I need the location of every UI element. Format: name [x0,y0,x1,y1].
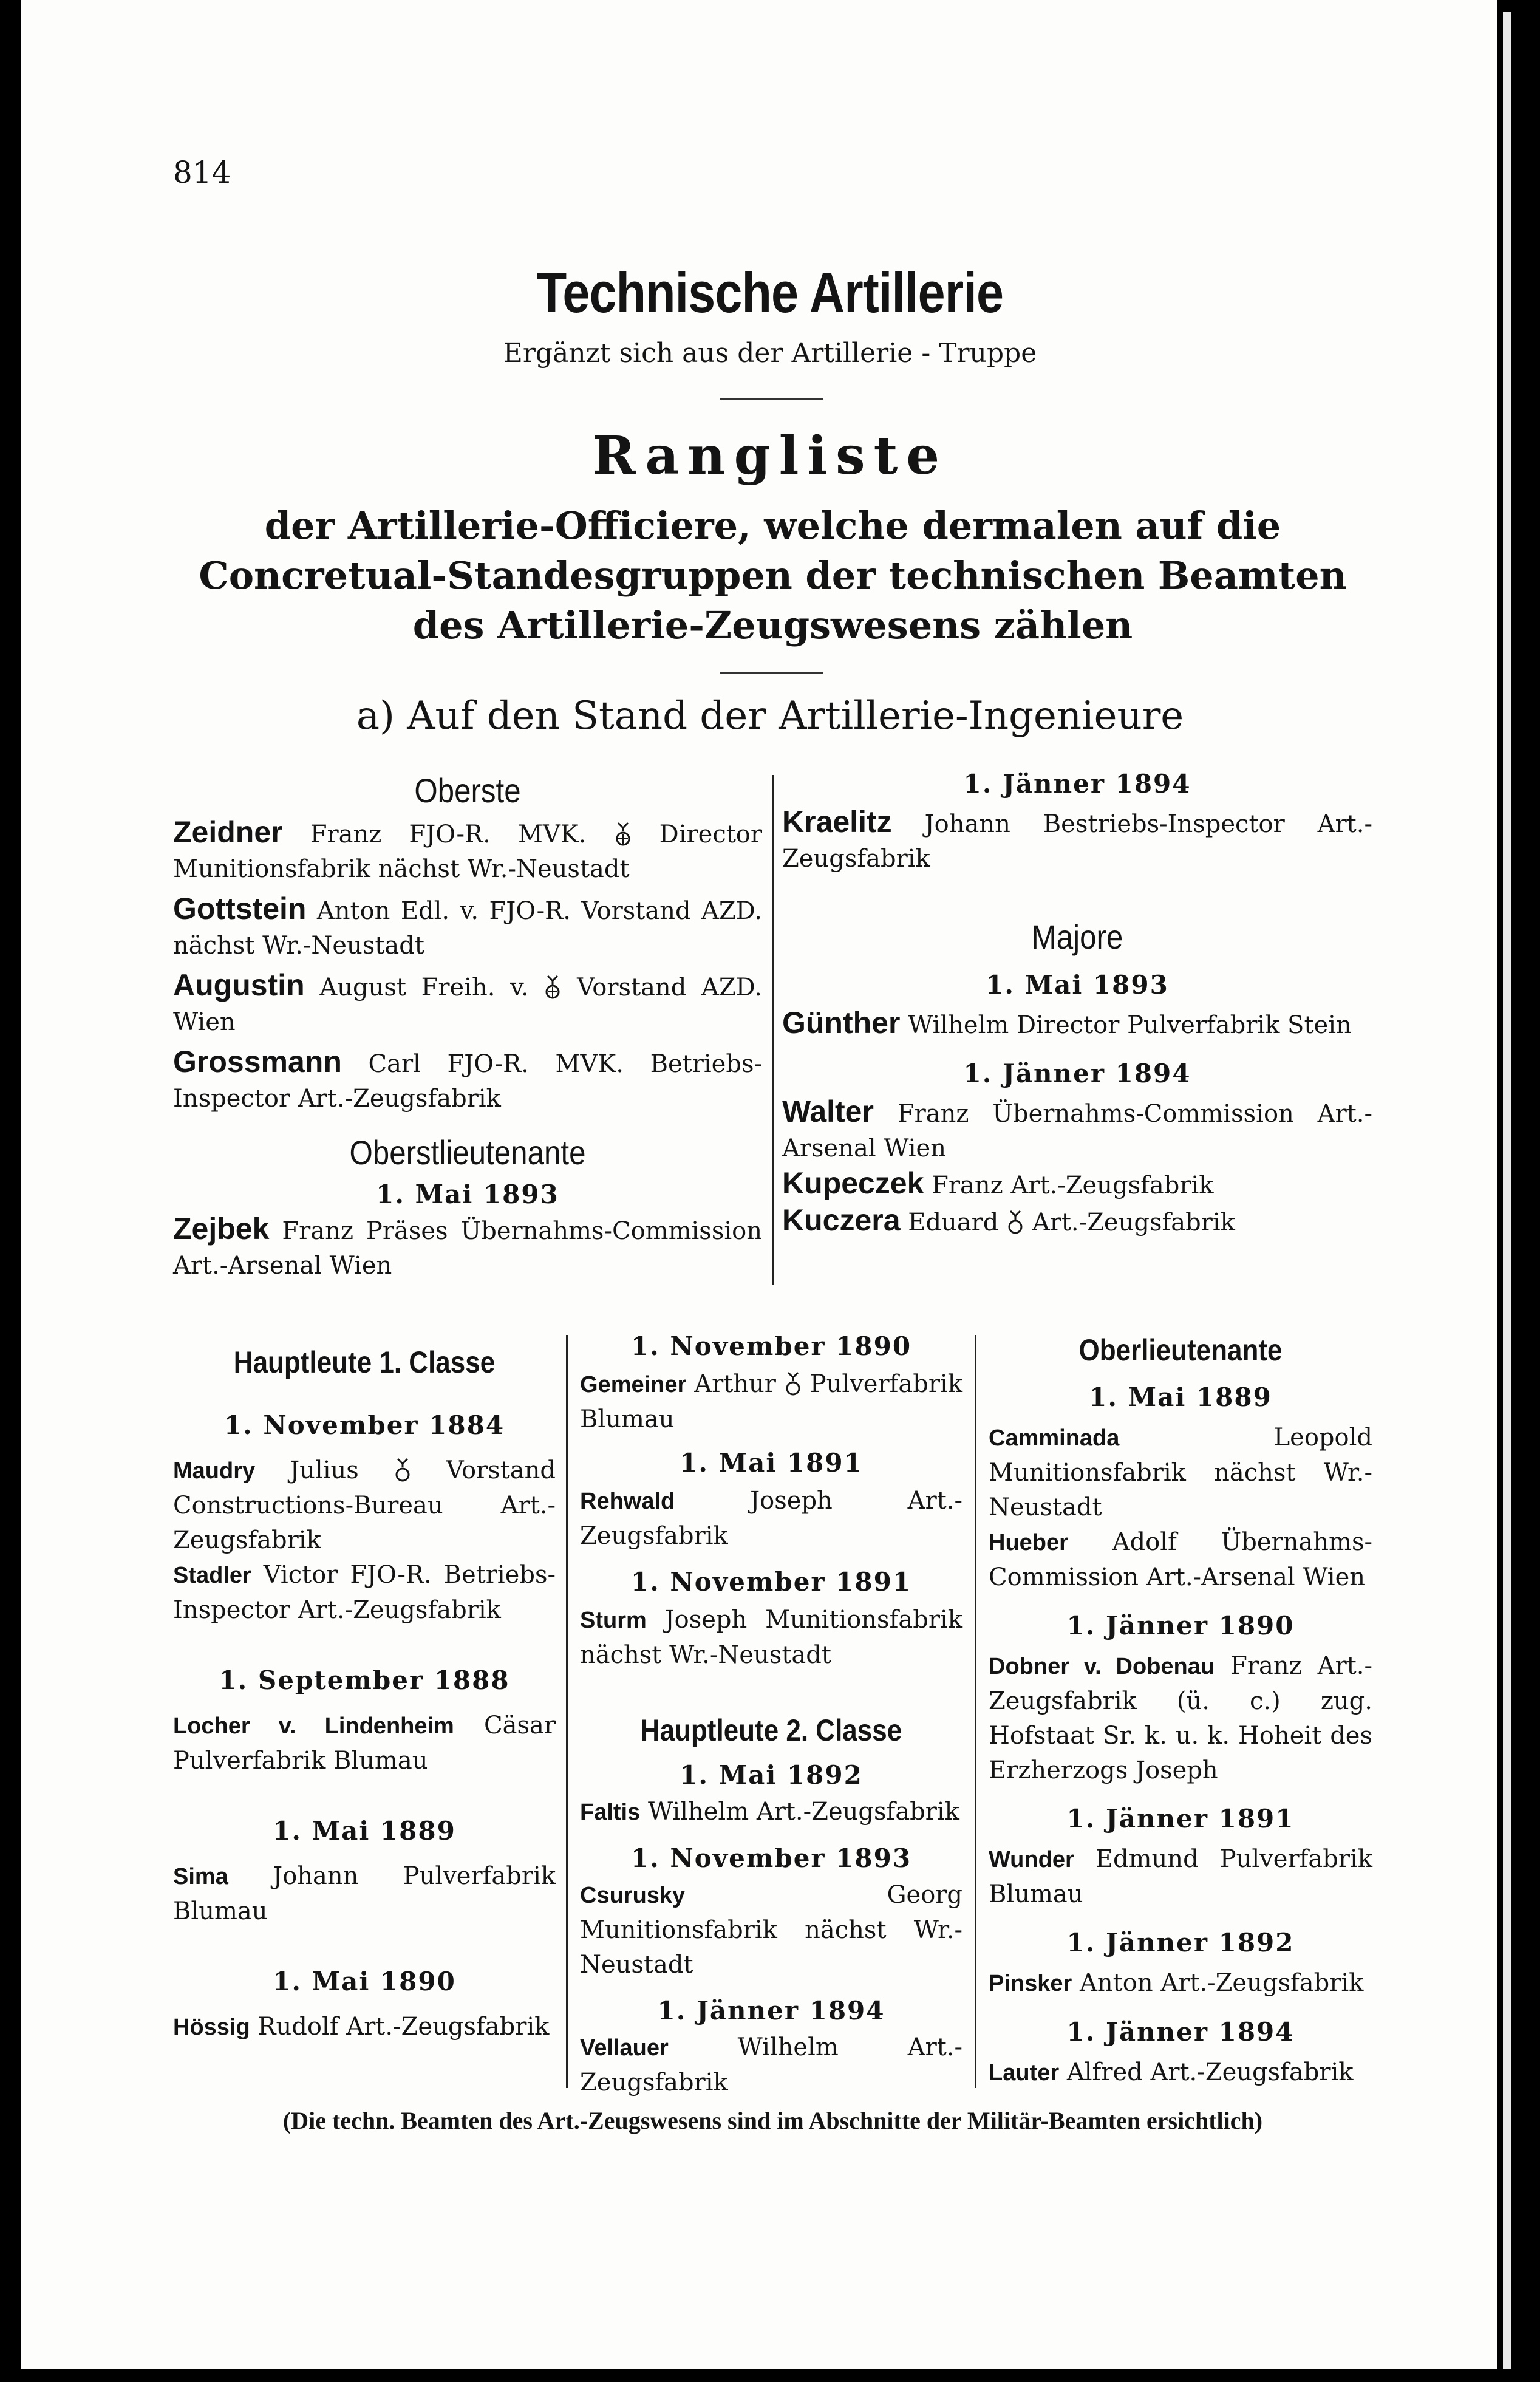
page-subtitle: Ergänzt sich aus der Artillerie - Truppe [503,338,1037,369]
officer-name: Sturm [580,1608,647,1633]
roster-entry [173,1453,556,1558]
seniority-date: 1. Jänner 1894 [1066,2017,1295,2047]
roster-entry [580,1878,962,1982]
officer-name: Vellauer [580,2035,669,2061]
officer-name: Zejbek [173,1212,270,1246]
entry-text: Wilhelm Art.-Zeugsfabrik [580,2033,962,2097]
order-cross-icon [1006,1209,1024,1235]
entry-text: Franz FJO-R. MVK. [310,821,587,848]
roster-entry [580,1795,962,1830]
entry-text: Cäsar Pulverfabrik Blumau [173,1711,556,1775]
seniority-date: 1. September 1888 [219,1665,510,1695]
entry-text: Wilhelm Art.-Zeugsfabrik [647,1798,959,1826]
entry-text: Franz Art.-Zeugsfabrik (ü. c.) zug. Hofstaat Sr. k. u. k. Hoheit des Erzherzogs Joseph [989,1652,1372,1784]
roster-entry [173,2010,556,2045]
roster-entry [173,1708,556,1778]
seniority-date: 1. Mai 1889 [273,1816,456,1846]
seniority-date: 1. Jänner 1894 [963,769,1191,799]
entry-text: Anton Edl. v. FJO-R. Vorstand AZD. nächst Wr.-Neustadt [173,897,763,960]
entry-text: Wilhelm Director Pulverfabrik Stein [908,1011,1352,1039]
entry-text: Rudolf Art.-Zeugsfabrik [257,2013,550,2041]
officer-name: Maudry [173,1458,256,1484]
entry-text: Pulverfabrik Blumau [580,1370,962,1433]
officer-name: Stadler [173,1563,251,1588]
seniority-date: 1. Mai 1889 [1089,1382,1272,1412]
officer-name: Kuczera [782,1203,901,1237]
entry-text: Johann Pulverfabrik Blumau [173,1862,556,1925]
divider [720,398,823,400]
roster-entry [580,2030,962,2100]
divider [720,672,823,674]
rank-heading: Hauptleute 1. Classe [233,1345,496,1379]
roster-entry [989,1525,1372,1595]
seniority-date: 1. Mai 1890 [273,1967,456,1996]
roster-entry [782,1203,1372,1240]
officer-name: Kupeczek [782,1166,924,1200]
officer-name: Lauter [989,2060,1060,2086]
seniority-date: 1. Jänner 1891 [1066,1804,1295,1834]
seniority-date: 1. November 1893 [630,1843,912,1873]
officer-name: Hössig [173,2015,250,2040]
roster-entry [580,1367,962,1437]
roster-entry [989,1966,1372,2001]
officer-name: Günther [782,1006,901,1040]
officer-name: Walter [782,1094,874,1128]
roster-entry [173,815,762,887]
officer-name: Csurusky [580,1883,686,1908]
roster-entry [173,1045,762,1116]
officer-name: Gemeiner [580,1372,687,1397]
officer-name: Augustin [173,968,305,1002]
seniority-date: 1. Mai 1893 [376,1179,559,1209]
entry-text: Leopold Munitionsfabrik nächst Wr.-Neustadt [989,1424,1372,1521]
roster-entry [580,1484,962,1554]
officer-name: Kraelitz [782,805,892,839]
column-hauptleute-1 [173,1329,556,2045]
entry-text: Johann Bestriebs-Inspector Art.-Zeugsfabrik [782,810,1372,873]
column-oberste [173,766,762,1283]
roster-entry [782,1166,1372,1203]
roster-entry [989,2055,1372,2090]
officer-name: Dobner v. Dobenau [989,1654,1215,1679]
section-heading: a) Auf den Stand der Artillerie-Ingenieure [356,694,1184,739]
roster-entry [782,805,1372,876]
officer-name: Hueber [989,1530,1068,1555]
officer-name: Pinsker [989,1971,1072,1996]
order-cross-icon [614,821,632,847]
order-cross-icon [543,974,562,1000]
entry-text: Adolf Übernahms-Commission Art.-Arsenal Wien [989,1528,1373,1591]
entry-text: Franz Art.-Zeugsfabrik [932,1172,1214,1200]
seniority-date: 1. Jänner 1894 [657,1996,885,2025]
entry-text: Georg Munitionsfabrik nächst Wr.-Neustadt [580,1881,962,1979]
column-divider [975,1335,976,2088]
roster-entry [989,1649,1372,1788]
roster-entry [173,968,762,1040]
rank-heading: Oberste [414,771,521,810]
officer-name: Wunder [989,1847,1074,1872]
seniority-date: 1. November 1884 [223,1410,505,1440]
rank-heading: Hauptleute 2. Classe [640,1713,902,1747]
entry-text: Edmund Pulverfabrik Blumau [989,1845,1372,1908]
roster-entry [782,1094,1372,1166]
roster-entry [173,1859,556,1929]
officer-name: Gottstein [173,892,307,926]
footnote: (Die techn. Beamten des Art.-Zeugswesens sind im Abschnitte der Militär-Beamten ersichtlich) [282,2107,1263,2134]
entry-text: Julius [290,1456,359,1484]
entry-text: Joseph Art.-Zeugsfabrik [580,1487,962,1550]
order-cross-icon [784,1370,802,1397]
column-oberlieutenante [989,1329,1372,2090]
entry-text: Director Munitionsfabrik nächst Wr.-Neustadt [173,821,763,883]
entry-text: Arthur [694,1370,776,1398]
rank-heading: Oberstlieutenante [349,1133,586,1172]
entry-text: Victor FJO-R. Betriebs-Inspector Art.-Zeugsfabrik [173,1561,556,1624]
rangliste-heading: Rangliste [591,425,949,486]
roster-entry [989,1421,1372,1525]
entry-text: Alfred Art.-Zeugsfabrik [1066,2058,1354,2086]
officer-name: Grossmann [173,1045,342,1079]
officer-name: Faltis [580,1800,641,1825]
roster-entry [782,1006,1372,1043]
rank-heading: Oberlieutenante [1078,1333,1283,1367]
entry-text: Franz Übernahms-Commission Art.-Arsenal Wien [782,1100,1372,1162]
roster-entry [173,892,762,963]
seniority-date: 1. November 1890 [630,1331,912,1361]
officer-name: Camminada [989,1425,1120,1451]
roster-entry [173,1558,556,1628]
seniority-date: 1. Jänner 1890 [1066,1611,1295,1640]
seniority-date: 1. Mai 1891 [680,1448,863,1478]
roster-entry [989,1842,1372,1912]
seniority-date: 1. November 1891 [630,1567,912,1597]
seniority-date: 1. Mai 1893 [986,970,1169,1000]
order-cross-icon [394,1456,412,1483]
roster-entry [580,1603,962,1673]
entry-text: Vorstand Constructions-Bureau Art.-Zeugsfabrik [173,1456,556,1554]
seniority-date: 1. Mai 1892 [680,1760,863,1790]
column-divider [772,775,774,1285]
entry-text: Art.-Zeugsfabrik [1032,1209,1235,1237]
entry-text: Joseph Munitionsfabrik nächst Wr.-Neustadt [580,1606,962,1669]
officer-name: Sima [173,1864,228,1889]
entry-text: Carl FJO-R. MVK. Betriebs-Inspector Art.-Zeugsfabrik [173,1050,762,1113]
rangliste-description: der Artillerie-Officiere, welche dermalen auf die Concretual-Standesgruppen der technischen Beamten des Artillerie-Zeugswesens zählen [199,503,1347,647]
roster-entry [173,1212,762,1283]
entry-text: Vorstand AZD. Wien [173,974,763,1036]
page-title: Technische Artillerie [536,261,1004,324]
entry-text: Anton Art.-Zeugsfabrik [1080,1969,1364,1997]
entry-text: Franz Präses Übernahms-Commission Art.-Arsenal Wien [173,1217,762,1280]
seniority-date: 1. Jänner 1894 [963,1059,1191,1088]
entry-text: August Freih. v. [319,974,529,1002]
column-majore [782,766,1372,1240]
officer-name: Rehwald [580,1489,675,1514]
column-divider [566,1335,568,2088]
page-number: 814 [173,155,231,190]
officer-name: Zeidner [173,815,283,849]
entry-text: Eduard [908,1209,999,1237]
seniority-date: 1. Jänner 1892 [1066,1928,1295,1957]
column-middle [580,1329,962,2100]
rank-heading: Majore [1031,918,1123,956]
officer-name: Locher v. Lindenheim [173,1713,454,1739]
